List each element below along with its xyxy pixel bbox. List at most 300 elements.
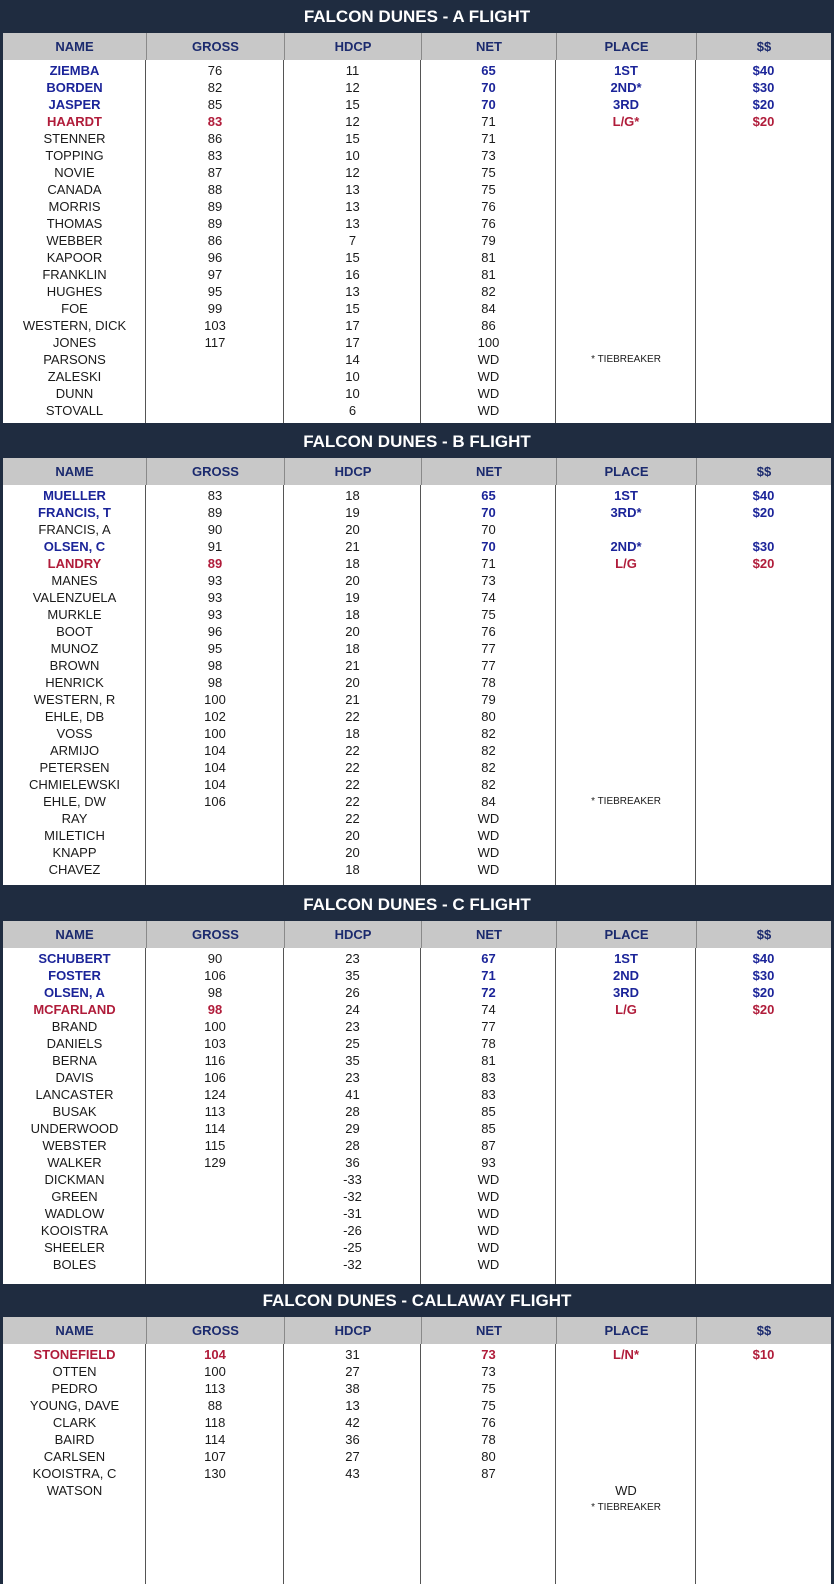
- cell-gross: 88: [207, 182, 223, 197]
- table-row: [3, 725, 831, 742]
- column-header-row: [3, 33, 831, 60]
- cell-money: [696, 1171, 831, 1188]
- column-header: NET: [421, 1317, 556, 1344]
- flight-title: FALCON DUNES - A FLIGHT: [0, 0, 834, 33]
- cell-money: [696, 1137, 831, 1154]
- table-row: [3, 1256, 831, 1273]
- cell-name: WALKER: [47, 1155, 102, 1170]
- cell-place: 3RD: [612, 97, 639, 112]
- cell-hdcp: 13: [345, 199, 360, 214]
- cell-gross: [146, 1499, 284, 1516]
- cell-hdcp: 27: [345, 1364, 360, 1379]
- table-row: [3, 317, 831, 334]
- cell-place: [556, 283, 696, 300]
- cell-name: ZALESKI: [47, 369, 102, 384]
- cell-gross: 115: [204, 1138, 226, 1153]
- cell-hdcp: 27: [345, 1449, 360, 1464]
- table-row: [3, 606, 831, 623]
- cell-gross: 97: [207, 267, 223, 282]
- column-header: NAME: [55, 1323, 94, 1338]
- cell-net: 82: [481, 777, 496, 792]
- cell-net: 81: [481, 267, 496, 282]
- cell-place: 2ND*: [610, 539, 642, 554]
- cell-gross: 106: [204, 968, 226, 983]
- cell-money: [696, 810, 831, 827]
- cell-hdcp: 42: [345, 1415, 360, 1430]
- flight-title: FALCON DUNES - B FLIGHT: [0, 425, 834, 458]
- cell-net: WD: [477, 1172, 500, 1187]
- cell-gross: 96: [207, 250, 223, 265]
- cell-money: [696, 1256, 831, 1273]
- cell-net: 65: [481, 63, 496, 78]
- cell-money: [696, 1018, 831, 1035]
- cell-money: [696, 1154, 831, 1171]
- cell-gross: 103: [204, 1036, 226, 1051]
- cell-name: FOE: [61, 301, 88, 316]
- table-row: [3, 844, 831, 861]
- cell-hdcp: 6: [348, 403, 357, 418]
- cell-name: [3, 1499, 146, 1516]
- cell-net: 82: [481, 743, 496, 758]
- cell-place: [556, 1205, 696, 1222]
- table-row: [3, 1069, 831, 1086]
- cell-gross: 90: [207, 522, 223, 537]
- cell-gross: [146, 1482, 284, 1499]
- cell-hdcp: 20: [345, 624, 360, 639]
- cell-gross: 100: [204, 692, 226, 707]
- cell-hdcp: 13: [345, 216, 360, 231]
- cell-gross: 100: [204, 1364, 226, 1379]
- cell-net: WD: [477, 386, 500, 401]
- cell-place: * TIEBREAKER: [591, 354, 661, 365]
- cell-net: 87: [481, 1466, 496, 1481]
- cell-name: BROWN: [49, 658, 100, 673]
- cell-gross: 87: [207, 165, 223, 180]
- cell-net: 81: [481, 1053, 496, 1068]
- table-row: [3, 1205, 831, 1222]
- table-row: [3, 861, 831, 878]
- cell-name: YOUNG, DAVE: [29, 1398, 120, 1413]
- cell-gross: [146, 861, 284, 878]
- cell-hdcp: 25: [345, 1036, 360, 1051]
- cell-money: [696, 1035, 831, 1052]
- table-row: [3, 1380, 831, 1397]
- table-row: [3, 1137, 831, 1154]
- column-header: $$: [696, 458, 831, 485]
- cell-money: [696, 1465, 831, 1482]
- cell-money: [696, 606, 831, 623]
- cell-net: WD: [477, 369, 500, 384]
- cell-name: BERNA: [52, 1053, 97, 1068]
- cell-money: $20: [752, 985, 775, 1000]
- cell-net: 65: [481, 488, 496, 503]
- cell-name: STOVALL: [45, 403, 104, 418]
- table-row: [3, 1346, 831, 1363]
- table-row: [3, 1103, 831, 1120]
- cell-gross: 95: [207, 284, 223, 299]
- cell-gross: 113: [204, 1104, 226, 1119]
- cell-money: $30: [752, 80, 775, 95]
- cell-money: [696, 674, 831, 691]
- cell-place: [556, 1256, 696, 1273]
- cell-money: [696, 283, 831, 300]
- cell-place: [556, 674, 696, 691]
- cell-gross: [146, 1188, 284, 1205]
- cell-money: [696, 351, 831, 368]
- cell-name: BRAND: [51, 1019, 98, 1034]
- cell-net: 80: [481, 709, 496, 724]
- cell-hdcp: 13: [345, 1398, 360, 1413]
- cell-net: 78: [481, 1432, 496, 1447]
- cell-gross: 85: [207, 97, 223, 112]
- flight-title: FALCON DUNES - C FLIGHT: [0, 888, 834, 921]
- cell-place: [556, 266, 696, 283]
- cell-place: [556, 1018, 696, 1035]
- cell-place: [556, 1431, 696, 1448]
- cell-name: HENRICK: [45, 675, 104, 690]
- cell-name: RAY: [61, 811, 88, 826]
- cell-hdcp: 24: [345, 1002, 360, 1017]
- cell-money: [696, 368, 831, 385]
- cell-hdcp: -32: [343, 1189, 362, 1204]
- table-row: [3, 504, 831, 521]
- cell-hdcp: 19: [345, 590, 360, 605]
- cell-gross: 104: [204, 1347, 226, 1362]
- cell-name: HUGHES: [46, 284, 103, 299]
- cell-hdcp: 36: [345, 1155, 360, 1170]
- cell-name: BOLES: [52, 1257, 97, 1272]
- cell-gross: 114: [204, 1432, 226, 1447]
- table-row: [3, 181, 831, 198]
- cell-place: [556, 198, 696, 215]
- cell-name: TOPPING: [45, 148, 104, 163]
- cell-money: [696, 1222, 831, 1239]
- cell-hdcp: 22: [345, 777, 360, 792]
- cell-gross: 113: [204, 1381, 226, 1396]
- cell-name: DANIELS: [46, 1036, 103, 1051]
- table-row: [3, 385, 831, 402]
- table-row: [3, 572, 831, 589]
- cell-place: [556, 1086, 696, 1103]
- cell-hdcp: -25: [343, 1240, 362, 1255]
- cell-net: WD: [477, 845, 500, 860]
- cell-hdcp: -32: [343, 1257, 362, 1272]
- cell-place: [556, 844, 696, 861]
- column-header: NET: [421, 458, 556, 485]
- cell-gross: 93: [207, 573, 223, 588]
- cell-money: [696, 1363, 831, 1380]
- cell-money: [696, 861, 831, 878]
- table-row: [3, 623, 831, 640]
- cell-net: 82: [481, 760, 496, 775]
- cell-name: NOVIE: [54, 165, 95, 180]
- cell-gross: 98: [207, 985, 223, 1000]
- cell-hdcp: 29: [345, 1121, 360, 1136]
- cell-name: STENNER: [43, 131, 106, 146]
- cell-money: [696, 232, 831, 249]
- cell-net: 76: [481, 216, 496, 231]
- cell-money: [696, 623, 831, 640]
- cell-name: ARMIJO: [49, 743, 100, 758]
- cell-hdcp: 18: [345, 556, 360, 571]
- cell-gross: 99: [207, 301, 223, 316]
- cell-place: * TIEBREAKER: [591, 1502, 661, 1513]
- cell-name: MUNOZ: [50, 641, 99, 656]
- column-header: $$: [696, 33, 831, 60]
- cell-money: [696, 1482, 831, 1499]
- cell-gross: 83: [207, 148, 223, 163]
- cell-hdcp: 22: [345, 794, 360, 809]
- cell-net: 71: [481, 131, 496, 146]
- cell-name: BORDEN: [46, 80, 103, 95]
- cell-gross: 100: [204, 726, 226, 741]
- cell-place: [556, 249, 696, 266]
- cell-money: [696, 759, 831, 776]
- cell-net: 100: [477, 335, 500, 350]
- cell-place: [556, 691, 696, 708]
- cell-place: [556, 1414, 696, 1431]
- cell-hdcp: 15: [345, 301, 360, 316]
- cell-net: WD: [477, 828, 500, 843]
- table-row: [3, 487, 831, 504]
- cell-name: OLSEN, A: [44, 985, 105, 1000]
- cell-name: KOOISTRA, C: [32, 1466, 117, 1481]
- cell-net: 77: [481, 641, 496, 656]
- cell-net: 86: [481, 318, 496, 333]
- cell-name: DICKMAN: [44, 1172, 105, 1187]
- cell-place: [556, 827, 696, 844]
- table-row: [3, 1171, 831, 1188]
- table-row: [3, 113, 831, 130]
- cell-money: [696, 1069, 831, 1086]
- cell-money: $20: [752, 1002, 775, 1017]
- cell-gross: 86: [207, 233, 223, 248]
- cell-hdcp: 26: [345, 985, 360, 1000]
- cell-place: [556, 164, 696, 181]
- column-header: PLACE: [556, 458, 696, 485]
- cell-money: [696, 827, 831, 844]
- cell-money: [696, 147, 831, 164]
- cell-money: [696, 1205, 831, 1222]
- cell-name: OTTEN: [52, 1364, 97, 1379]
- cell-money: [696, 1448, 831, 1465]
- cell-net: 72: [481, 985, 496, 1000]
- cell-place: L/N*: [613, 1347, 639, 1362]
- cell-name: MURKLE: [47, 607, 102, 622]
- cell-hdcp: 10: [345, 148, 360, 163]
- cell-gross: [146, 402, 284, 419]
- cell-hdcp: [284, 1482, 421, 1499]
- cell-name: FRANCIS, T: [38, 505, 111, 520]
- cell-net: 82: [481, 726, 496, 741]
- cell-net: 79: [481, 692, 496, 707]
- cell-net: 70: [481, 80, 496, 95]
- cell-gross: [146, 368, 284, 385]
- cell-hdcp: 15: [345, 250, 360, 265]
- column-header: NAME: [55, 39, 94, 54]
- cell-place: 2ND: [612, 968, 639, 983]
- flight-table-body: [3, 1344, 831, 1584]
- cell-place: [556, 521, 696, 538]
- column-header: NAME: [55, 464, 94, 479]
- cell-money: [696, 657, 831, 674]
- cell-money: [696, 334, 831, 351]
- cell-money: [696, 793, 831, 810]
- cell-gross: 100: [204, 1019, 226, 1034]
- cell-net: 79: [481, 233, 496, 248]
- cell-gross: 98: [207, 675, 223, 690]
- column-header: NET: [421, 921, 556, 948]
- cell-hdcp: 13: [345, 284, 360, 299]
- column-header: $$: [696, 1317, 831, 1344]
- cell-money: [696, 1414, 831, 1431]
- cell-gross: 117: [204, 335, 226, 350]
- cell-money: $40: [752, 488, 775, 503]
- cell-gross: 106: [204, 794, 226, 809]
- cell-gross: 106: [204, 1070, 226, 1085]
- cell-place: [556, 759, 696, 776]
- cell-hdcp: 35: [345, 968, 360, 983]
- cell-hdcp: -26: [343, 1223, 362, 1238]
- table-row: [3, 79, 831, 96]
- cell-name: DUNN: [55, 386, 94, 401]
- cell-hdcp: 17: [345, 335, 360, 350]
- cell-name: SCHUBERT: [38, 951, 111, 966]
- cell-money: [696, 640, 831, 657]
- cell-gross: 98: [207, 1002, 223, 1017]
- cell-name: KNAPP: [52, 845, 97, 860]
- table-row: [3, 1363, 831, 1380]
- cell-gross: 89: [207, 505, 223, 520]
- column-header: HDCP: [284, 33, 421, 60]
- cell-name: CANADA: [47, 182, 102, 197]
- cell-net: 75: [481, 1398, 496, 1413]
- cell-place: [556, 1380, 696, 1397]
- cell-net: 80: [481, 1449, 496, 1464]
- cell-money: [696, 1052, 831, 1069]
- cell-place: [556, 589, 696, 606]
- cell-name: ZIEMBA: [49, 63, 100, 78]
- cell-money: $10: [752, 1347, 775, 1362]
- cell-gross: 104: [204, 743, 226, 758]
- cell-name: LANDRY: [47, 556, 102, 571]
- table-row: [3, 708, 831, 725]
- cell-hdcp: 18: [345, 641, 360, 656]
- cell-gross: 129: [204, 1155, 226, 1170]
- cell-hdcp: 12: [345, 80, 360, 95]
- cell-hdcp: 10: [345, 386, 360, 401]
- cell-name: BAIRD: [54, 1432, 95, 1447]
- cell-gross: 76: [207, 63, 223, 78]
- cell-net: 76: [481, 1415, 496, 1430]
- cell-hdcp: 18: [345, 726, 360, 741]
- cell-net: WD: [477, 1240, 500, 1255]
- cell-net: 75: [481, 1381, 496, 1396]
- cell-money: [696, 1397, 831, 1414]
- cell-gross: 104: [204, 760, 226, 775]
- table-row: [3, 1239, 831, 1256]
- cell-name: EHLE, DB: [44, 709, 105, 724]
- cell-gross: [146, 1171, 284, 1188]
- flight-section: [0, 888, 834, 1307]
- flight-section: [0, 0, 834, 423]
- table-row: [3, 1499, 831, 1516]
- cell-place: [556, 623, 696, 640]
- cell-place: [556, 572, 696, 589]
- cell-place: [556, 215, 696, 232]
- column-header: PLACE: [556, 33, 696, 60]
- cell-place: [556, 1171, 696, 1188]
- table-row: [3, 249, 831, 266]
- cell-hdcp: 28: [345, 1104, 360, 1119]
- table-row: [3, 1222, 831, 1239]
- cell-place: [556, 181, 696, 198]
- cell-gross: 107: [204, 1449, 226, 1464]
- cell-hdcp: -31: [343, 1206, 362, 1221]
- column-header: PLACE: [556, 921, 696, 948]
- cell-gross: 130: [204, 1466, 226, 1481]
- table-row: [3, 555, 831, 572]
- cell-hdcp: 23: [345, 1019, 360, 1034]
- cell-place: [556, 1069, 696, 1086]
- cell-place: 1ST: [614, 63, 638, 78]
- cell-gross: 102: [204, 709, 226, 724]
- cell-gross: 86: [207, 131, 223, 146]
- table-row: [3, 1001, 831, 1018]
- cell-gross: 103: [204, 318, 226, 333]
- cell-name: WESTERN, DICK: [22, 318, 127, 333]
- table-row: [3, 266, 831, 283]
- cell-hdcp: 17: [345, 318, 360, 333]
- cell-place: * TIEBREAKER: [591, 796, 661, 807]
- cell-name: BUSAK: [52, 1104, 97, 1119]
- cell-hdcp: 22: [345, 760, 360, 775]
- cell-gross: 104: [204, 777, 226, 792]
- cell-money: $40: [752, 951, 775, 966]
- cell-place: [556, 1188, 696, 1205]
- cell-net: 83: [481, 1070, 496, 1085]
- cell-hdcp: 11: [345, 63, 360, 78]
- cell-name: VOSS: [56, 726, 93, 741]
- cell-place: [556, 861, 696, 878]
- cell-money: [696, 1188, 831, 1205]
- table-row: [3, 538, 831, 555]
- cell-gross: [146, 1256, 284, 1273]
- cell-net: 73: [481, 1364, 496, 1379]
- cell-place: [556, 725, 696, 742]
- cell-name: VALENZUELA: [32, 590, 117, 605]
- cell-money: $30: [752, 968, 775, 983]
- table-row: [3, 334, 831, 351]
- cell-money: $20: [752, 114, 775, 129]
- cell-net: 73: [481, 1347, 496, 1362]
- flight-section: [0, 1284, 834, 1584]
- cell-name: KAPOOR: [46, 250, 103, 265]
- cell-net: WD: [477, 352, 500, 367]
- table-row: [3, 691, 831, 708]
- cell-place: [556, 402, 696, 419]
- cell-place: [556, 1465, 696, 1482]
- cell-net: 71: [481, 556, 496, 571]
- cell-net: 71: [481, 968, 496, 983]
- table-row: [3, 198, 831, 215]
- cell-gross: 124: [204, 1087, 226, 1102]
- cell-net: WD: [477, 811, 500, 826]
- cell-place: L/G: [615, 556, 637, 571]
- cell-place: [556, 776, 696, 793]
- cell-money: [696, 1103, 831, 1120]
- cell-gross: 95: [207, 641, 223, 656]
